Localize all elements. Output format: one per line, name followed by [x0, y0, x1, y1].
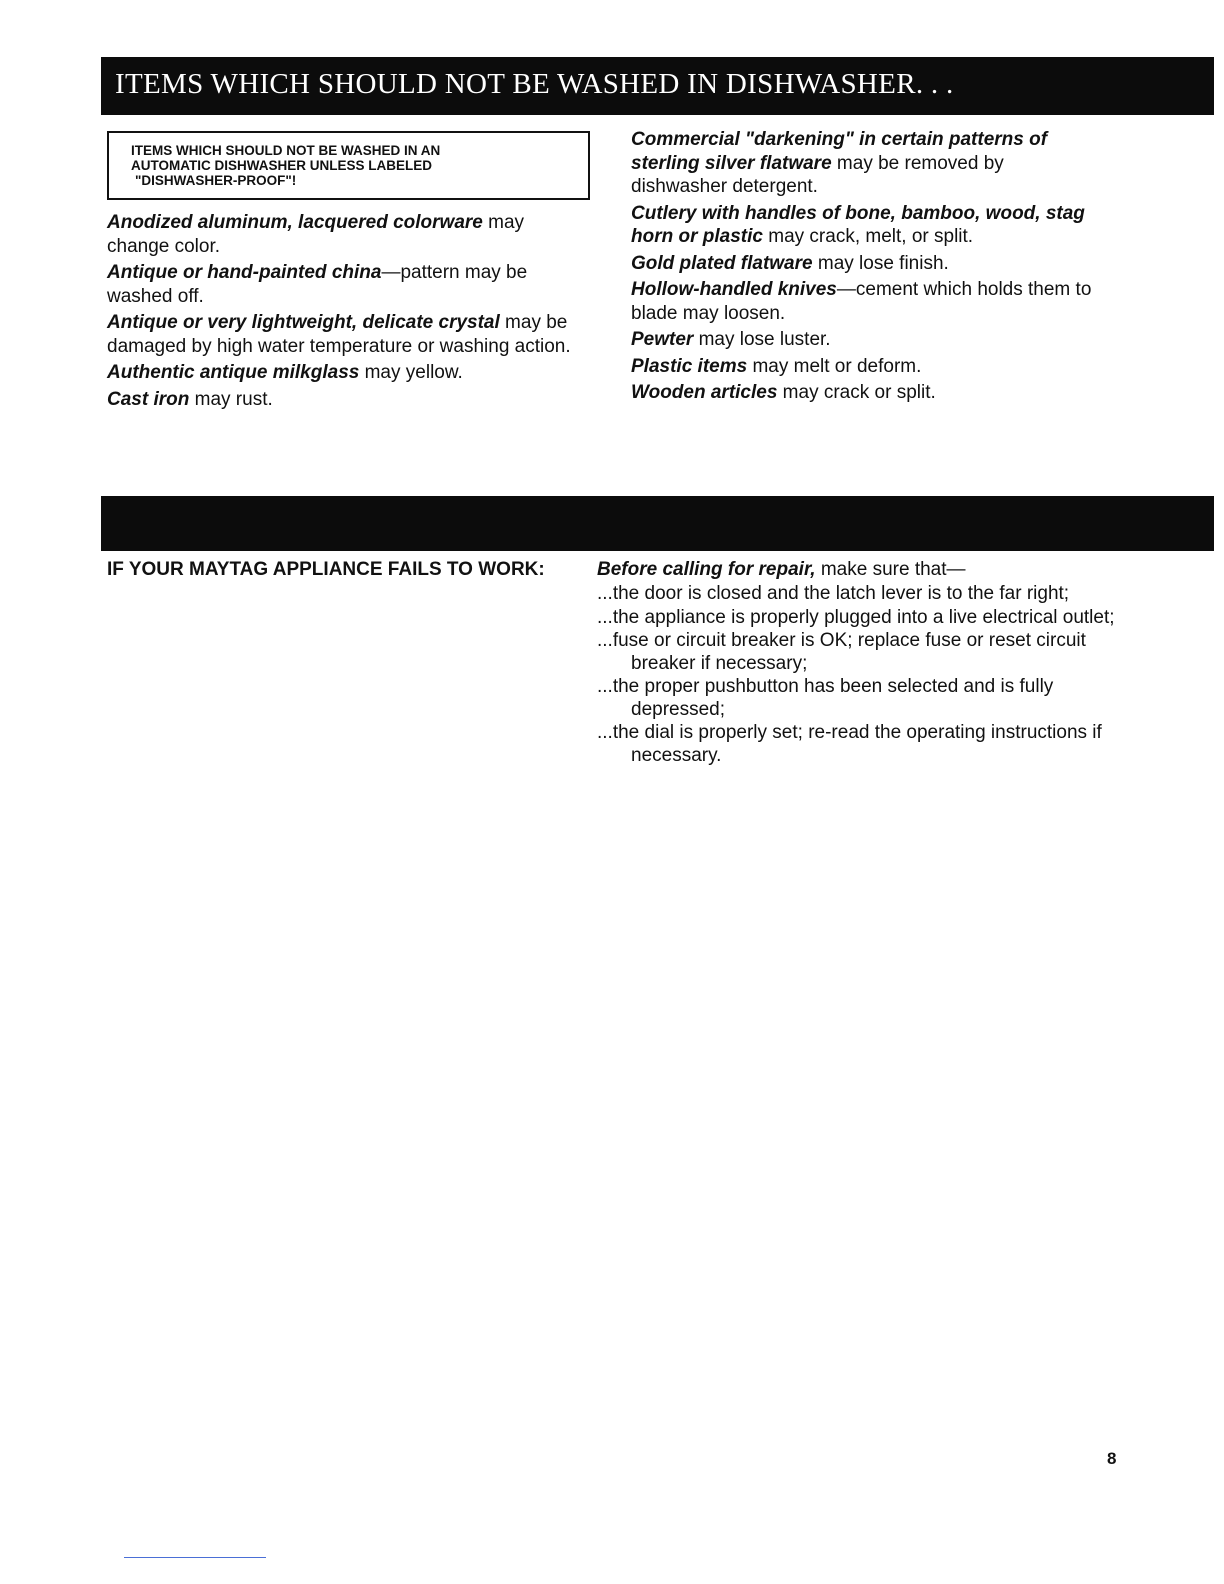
item-text: may melt or deform.	[747, 355, 922, 377]
list-item	[631, 328, 1101, 352]
item-name: Plastic items	[631, 355, 748, 377]
list-item	[107, 211, 587, 258]
list-item	[631, 381, 1101, 405]
checklist-item: ...the dial is properly set; re-read the operating instructions if necessary.	[597, 722, 1102, 766]
list-item	[107, 311, 587, 358]
item-name: Hollow-handled knives	[631, 279, 837, 300]
banner-title: ITEMS WHICH SHOULD NOT BE WASHED IN DISHWASHER. . .	[115, 68, 954, 100]
item-text: may yellow.	[359, 362, 463, 383]
item-text: may be removed by dishwasher detergent.	[631, 152, 1004, 197]
page-number: 8	[1107, 1449, 1117, 1468]
item-text: —cement which holds them to blade may loosen.	[631, 279, 1092, 324]
item-text: may crack, melt, or split.	[762, 226, 974, 247]
checklist-item: ...fuse or circuit breaker is OK; replace fuse or reset circuit breaker if necessary;	[597, 630, 1086, 674]
checklist-item: ...the appliance is properly plugged into a live electrical outlet;	[597, 606, 1115, 628]
left-items-column	[107, 211, 587, 414]
footer-rule	[124, 1557, 266, 1558]
item-text: may change color.	[107, 212, 525, 257]
troubleshooting-checklist	[597, 583, 1127, 768]
item-text: may rust.	[189, 388, 273, 410]
item-text: may lose finish.	[812, 252, 949, 274]
item-name: Cutlery with handles of bone, bamboo, wood, stag horn or plastic	[631, 202, 1085, 247]
lead-text: make sure that—	[815, 559, 966, 580]
item-name: Gold plated flatware	[631, 252, 813, 274]
item-name: Anodized aluminum, lacquered colorware	[107, 212, 483, 233]
notice-line-3: "DISHWASHER-PROOF"!	[135, 173, 297, 188]
item-name: Antique or hand-painted china	[107, 262, 382, 283]
item-name: Commercial "darkening" in certain patterns of sterling silver flatware	[631, 129, 1048, 174]
item-name: Antique or very lightweight, delicate crystal	[107, 312, 500, 333]
list-item	[107, 388, 587, 412]
list-item	[631, 202, 1101, 249]
section-banner-troubleshooting	[101, 496, 1214, 551]
item-text: may lose luster.	[693, 329, 831, 350]
section-banner-items	[101, 57, 1214, 115]
checklist-item: ...the door is closed and the latch lever is to the far right;	[597, 583, 1070, 604]
list-item	[107, 361, 587, 385]
notice-line-2: AUTOMATIC DISHWASHER UNLESS LABELED	[131, 158, 433, 173]
item-text: may crack or split.	[777, 382, 936, 403]
item-text: may be damaged by high water temperature or washing action.	[107, 312, 571, 357]
list-item	[631, 128, 1101, 199]
right-items-column	[631, 128, 1101, 408]
list-item	[107, 261, 587, 308]
item-name: Authentic antique milkglass	[107, 362, 360, 383]
notice-box	[107, 131, 590, 200]
troubleshooting-lead	[597, 559, 966, 581]
notice-line-1: ITEMS WHICH SHOULD NOT BE WASHED IN AN	[131, 143, 441, 158]
lead-emphasis: Before calling for repair,	[597, 559, 816, 580]
list-item	[631, 355, 1101, 379]
list-item	[631, 278, 1101, 325]
checklist-item: ...the proper pushbutton has been selected and is fully depressed;	[597, 676, 1054, 720]
item-name: Wooden articles	[631, 382, 778, 403]
troubleshooting-heading: IF YOUR MAYTAG APPLIANCE FAILS TO WORK:	[107, 559, 545, 580]
item-text: —pattern may be washed off.	[107, 262, 528, 307]
item-name: Pewter	[631, 329, 694, 350]
list-item	[631, 252, 1101, 276]
item-name: Cast iron	[107, 388, 190, 410]
